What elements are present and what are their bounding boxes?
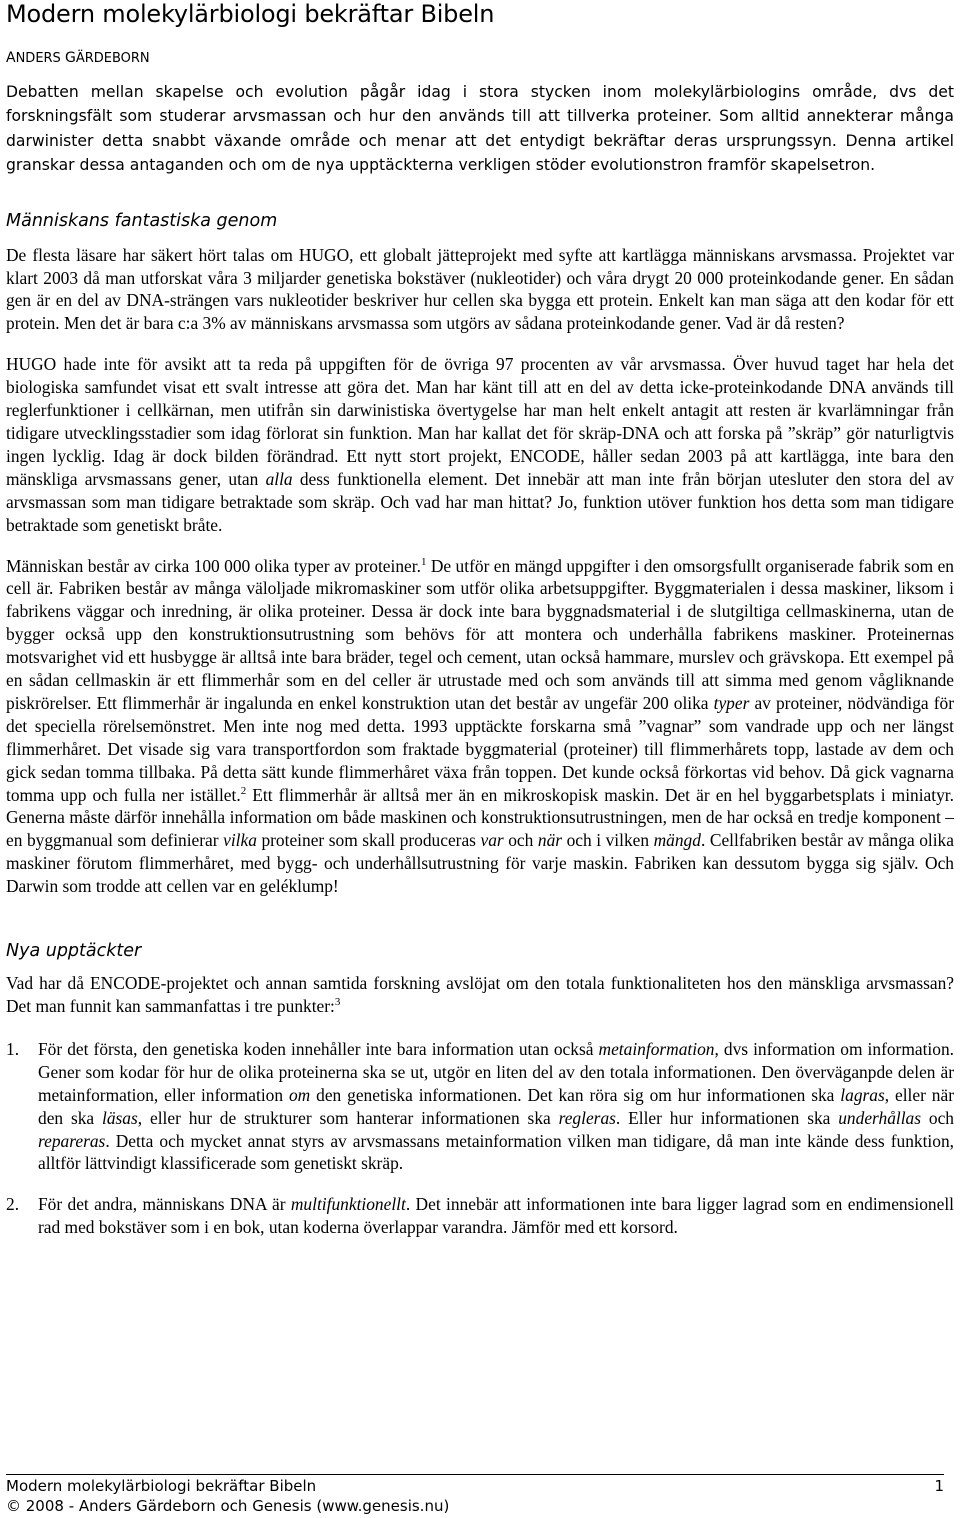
section-heading: Nya upptäckter: [6, 941, 142, 962]
footer-divider: [6, 1474, 944, 1475]
abstract: Debatten mellan skapelse och evolution pågår idag i stora stycken inom molekylärbiologins område, dvs det forskningsfält som studerar arvsmassan och hur den används till att tillverka proteiner. Som alltid annekterar många darwinister detta snabbt växande område och menar att det entydigt bekräftar deras ursprungssyn. Denna artikel granskar dessa antaganden och om de nya upptäckterna verkligen stöder evolutionstron framför skapelsetron.: [6, 83, 954, 175]
body-text: [6, 972, 954, 1239]
footer-title: Modern molekylärbiologi bekräftar Bibeln: [6, 1477, 317, 1495]
footnote-ref: 1: [420, 555, 427, 568]
numbered-list: [6, 1038, 954, 1239]
page-footer: [6, 1476, 944, 1516]
section-heading: Människans fantastiska genom: [6, 210, 278, 231]
list-item: [6, 1193, 954, 1239]
footnote-ref: 3: [334, 996, 341, 1008]
footnote-ref: 2: [240, 784, 247, 797]
list-number: 1.: [6, 1038, 20, 1059]
paragraph: De flesta läsare har säkert hört talas om HUGO, ett globalt jätteprojekt med syfte att kartlägga människans arvsmassa. Projektet var klart 2003 då man utforskat våra 3 miljarder genetiska bokstäver (nukleotider) och våra drygt 20 000 proteinkodande gener. En sådan gen är en del av DNA-strängen vars nukleotider beskriver hur cellen ska bygga ett protein. Enkelt kan man säga att den kodar för ett protein. Men det är bara c:a 3% av människans arvsmassa som utgörs av sådana proteinkodande gener. Vad är då resten?: [6, 244, 954, 334]
paragraph: Vad har då ENCODE-projektet och annan samtida forskning avslöjat om den totala funktionaliteten hos den mänskliga arvsmassan? Det man funnit kan sammanfattas i tre punkter:$^3$: [6, 973, 954, 1016]
list-item: [6, 1038, 954, 1175]
document-title: Modern molekylärbiologi bekräftar Bibeln: [6, 0, 495, 28]
copyright-line: © 2008 - Anders Gärdeborn och Genesis (www.genesis.nu): [6, 1497, 450, 1515]
page-number: 1: [934, 1477, 944, 1495]
list-item-text: För det andra, människans DNA är multifunktionellt. Det innebär att informationen inte bara ligger lagrad som en endimensionell rad med bokstäver som i en bok, utan koderna överlappar varandra. Jämför med ett korsord.: [38, 1194, 954, 1238]
list-item-text: För det första, den genetiska koden innehåller inte bara information utan också metainformation, dvs information om information. Gener som kodar för hur de olika proteinerna ska se ut, utgör en liten del av den totala informationen. Den överväganpde delen är metainformation, eller information om den genetiska informationen. Det kan röra sig om hur informationen ska lagras, eller när den ska läsas, eller hur de strukturer som hanterar informationen ska regleras. Eller hur informationen ska underhållas och repareras. Detta och mycket annat styrs av arvsmassans metainformation vilken man tidigare, då man inte kände dess funktion, alltför lättvindigt klassificerade som genetiskt skräp.: [38, 1038, 954, 1174]
paragraph: HUGO hade inte för avsikt att ta reda på uppgiften för de övriga 97 procenten av vår arvsmassa. Över huvud taget har hela det biologiska samfundet visat ett svalt intresse att göra det. Man har känt till att en del av detta icke-proteinkodande DNA används till reglerfunktioner i cellkärnan, men utifrån sin darwinistiska övertygelse har man helt enkelt antagit att resten är kvarlämningar från tidigare utvecklingsstadier som idag förlorat sin funktion. Man har kallat det för skräp-DNA och att forska på ”skräp” gör naturligtvis ingen lycklig. Idag är dock bilden förändrad. Ett nytt stort projekt, ENCODE, håller sedan 2003 på att kartlägga, inte bara den mänskliga arvsmassans gener, utan alla dess funktionella element. Det innebär att man inte från början utesluter den stora del av arvsmassan som man tidigare betraktade som skräp. Och vad har man hittat? Jo, funktion utöver funktion hos detta som man tidigare betraktade som genetiskt bråte.: [6, 354, 954, 535]
body-text: [6, 244, 954, 898]
list-number: 2.: [6, 1194, 20, 1215]
author-byline: ANDERS GÄRDEBORN: [6, 50, 150, 66]
paragraph: Människan består av cirka 100 000 olika typer av proteiner.$^1$ De utför en mängd uppgifter i den omsorgsfullt organiserade fabrik som en cell är. Fabriken består av många väloljade mikromaskiner som utför olika arbetsuppgifter. Byggmaterialen i dessa maskiner, liksom i fabrikens väggar och inredning, är olika proteiner. Dessa är dock inte bara byggnadsmaterial i de slutgiltiga cellmaskinerna, utan de bygger också upp den konstruktionsutrustning som behövs för att montera och underhålla fabrikens maskiner. Proteinernas motsvarighet vid ett husbygge är alltså inte bara bräder, tegel och cement, utan också hammare, murslev och grävskopa. Ett exempel på en sådan cellmaskin är ett flimmerhår som en del celler är utrustade med och som används till att simma med genom vågliknande piskrörelser. Ett flimmerhår är ingalunda en enkel konstruktion utan det består av ungefär 200 olika typer av proteiner, nödvändiga för det speciella rörelsemönstret. Men inte nog med detta. 1993 upptäckte forskarna små ”vagnar” som vandrade upp och ner längst flimmerhåret. Det visade sig vara transportfordon som fraktade byggmaterial (proteiner) till flimmerhårets topp, lastade av dem och gick sedan tomma tillbaka. På detta sätt kunde flimmerhåret växa från toppen. Det kunde också förkortas vid behov. Då gick vagnarna tomma upp och fulla ner istället.$^2$ Ett flimmerhår är alltså mer än en mikroskopisk maskin. Det är en hel byggarbetsplats i miniatyr. Generna måste därför innehålla information om både maskinen och konstruktionsutrustningen, men de har också en tredje komponent – en byggmanual som definierar vilka proteiner som skall produceras var och när och i vilken mängd. Cellfabriken består av många olika maskiner förutom flimmerhåret, med bygg- och underhållsutrustning för varje maskin. Fabriken kan dessutom bygga sig själv. Och Darwin som trodde att cellen var en geléklump!: [6, 555, 954, 897]
